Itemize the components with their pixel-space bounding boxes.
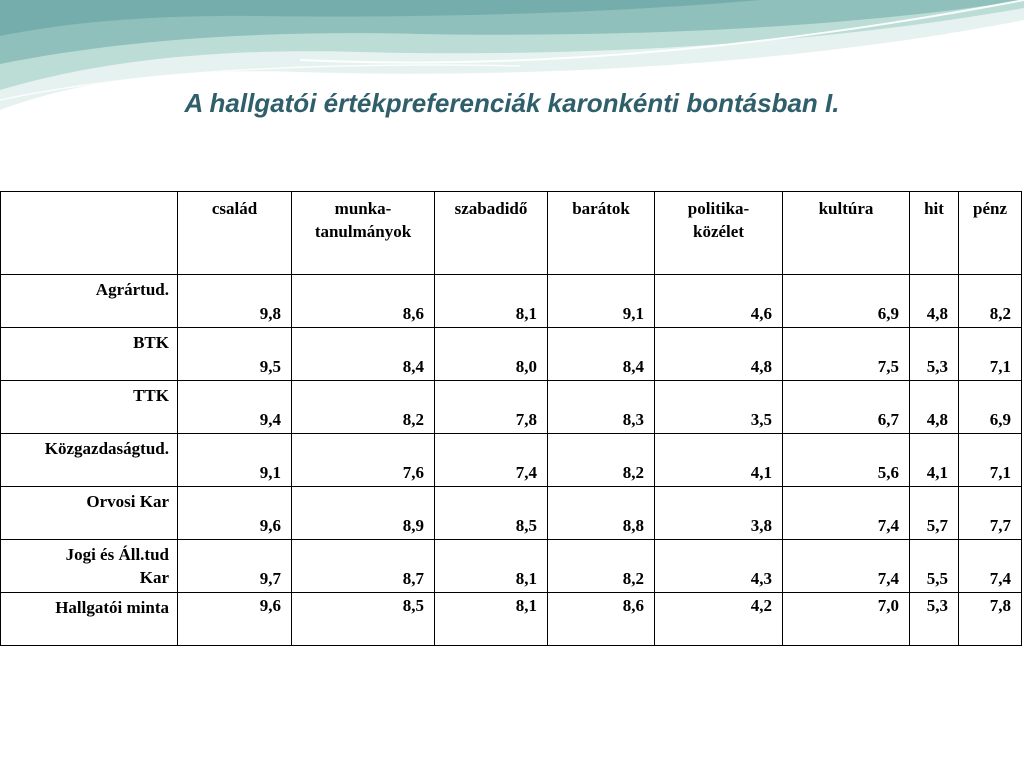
column-header [783,192,910,275]
table-row [1,487,1022,540]
table-cell: 7,0 [783,593,910,646]
table-cell: 6,7 [783,381,910,434]
table-cell: 4,6 [655,275,783,328]
table-cell: 5,3 [910,328,959,381]
column-header [178,192,292,275]
table-cell: 9,5 [178,328,292,381]
table-cell: 5,6 [783,434,910,487]
table-cell: 5,7 [910,487,959,540]
column-header-label: tanulmányok [314,222,412,241]
table-cell: 4,3 [655,540,783,593]
row-label-text: Közgazdaságtud. [44,439,169,458]
table-cell: 8,1 [435,275,548,328]
row-label [1,593,178,646]
table-cell: 9,7 [178,540,292,593]
column-header [910,192,959,275]
table-cell: 8,7 [292,540,435,593]
table-row [1,540,1022,593]
table-cell: 3,5 [655,381,783,434]
table-cell: 7,4 [783,540,910,593]
table-cell: 8,5 [292,593,435,646]
column-header-label: család [211,199,258,218]
table-cell: 4,2 [655,593,783,646]
table-cell: 8,0 [435,328,548,381]
table-cell: 8,1 [435,540,548,593]
row-label-text: TTK [133,386,169,405]
column-header [548,192,655,275]
table-row [1,381,1022,434]
column-header [435,192,548,275]
table-cell: 8,5 [435,487,548,540]
column-header [655,192,783,275]
table-cell: 8,2 [292,381,435,434]
table-cell: 8,2 [548,540,655,593]
table-cell: 8,4 [548,328,655,381]
column-header-label: pénz [973,199,1007,218]
row-label-text: Agrártud. [95,280,169,299]
row-label-text: Hallgatói minta [55,598,169,617]
column-header [292,192,435,275]
table-cell: 6,9 [959,381,1022,434]
row-label-text: BTK [133,333,169,352]
table-cell: 7,7 [959,487,1022,540]
table-cell: 7,6 [292,434,435,487]
table-cell: 8,4 [292,328,435,381]
table-cell: 8,2 [548,434,655,487]
table-cell: 3,8 [655,487,783,540]
table-cell: 5,5 [910,540,959,593]
row-label [1,275,178,328]
table-row [1,593,1022,646]
table-cell: 7,4 [435,434,548,487]
column-header-label: munka- [334,199,392,218]
page-title: A hallgatói értékpreferenciák karonkénti bontásban I. [184,88,840,118]
table-cell: 4,8 [910,381,959,434]
table-row [1,328,1022,381]
column-header-label: hit [924,199,944,218]
table-cell: 8,3 [548,381,655,434]
table-cell: 9,1 [548,275,655,328]
table-cell: 4,1 [655,434,783,487]
table-cell: 7,4 [783,487,910,540]
row-label [1,540,178,593]
table-row [1,275,1022,328]
column-header-label: politika- [687,199,750,218]
table-cell: 4,1 [910,434,959,487]
table-cell: 7,5 [783,328,910,381]
table-row [1,434,1022,487]
table-cell: 8,1 [435,593,548,646]
table-cell: 8,2 [959,275,1022,328]
column-header [959,192,1022,275]
table-cell: 7,1 [959,434,1022,487]
table-cell: 9,1 [178,434,292,487]
row-label [1,328,178,381]
table-cell: 7,8 [435,381,548,434]
table-cell: 7,4 [959,540,1022,593]
row-label-text: Jogi és Áll.tud [65,545,169,564]
table-cell: 4,8 [655,328,783,381]
table-cell: 6,9 [783,275,910,328]
row-label [1,487,178,540]
table-cell: 7,1 [959,328,1022,381]
table-cell: 9,6 [178,487,292,540]
table-cell: 9,6 [178,593,292,646]
row-label [1,381,178,434]
table-cell: 8,9 [292,487,435,540]
table-header-row [1,192,1022,275]
table-cell: 8,6 [292,275,435,328]
row-label-text: Kar [139,568,169,587]
table-cell: 8,6 [548,593,655,646]
table-cell: 9,4 [178,381,292,434]
preference-table [0,191,1022,646]
table-cell: 9,8 [178,275,292,328]
corner-cell [1,192,178,275]
column-header-label: közélet [693,222,744,241]
table-cell: 7,8 [959,593,1022,646]
row-label-text: Orvosi Kar [86,492,169,511]
column-header-label: szabadidő [454,199,528,218]
table-cell: 4,8 [910,275,959,328]
table-cell: 8,8 [548,487,655,540]
column-header-label: kultúra [818,199,874,218]
row-label [1,434,178,487]
table-cell: 5,3 [910,593,959,646]
column-header-label: barátok [572,199,630,218]
